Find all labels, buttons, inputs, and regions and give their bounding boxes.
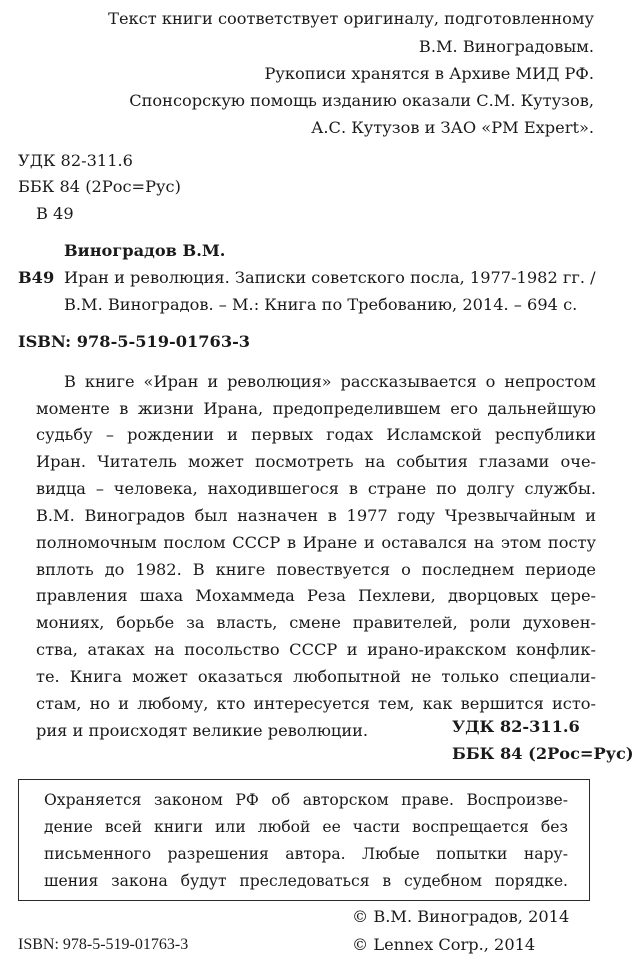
abstract-line: те. Книга может оказаться любопытной не только специали- <box>36 667 596 686</box>
abstract-line: мониях, борьбе за власть, смене правителей, роли духовен- <box>36 613 596 632</box>
copyright-notice-line: письменного разрешения автора. Любые попытки нару- <box>44 845 568 863</box>
header-note-line: А.С. Кутузов и ЗАО «PM Expert». <box>311 118 594 137</box>
abstract-line: видца – человека, находившегося в стране по долгу службы. <box>36 479 596 498</box>
header-note-line: Текст книги соответствует оригиналу, подготовленному <box>108 9 594 28</box>
abstract-line: Иран. Читатель может посмотреть на события глазами оче- <box>36 452 596 471</box>
udk-code-right: УДК 82-311.6 <box>452 717 580 736</box>
header-note-line: Спонсорскую помощь изданию оказали С.М. Кутузов, <box>129 91 594 110</box>
abstract-line: правления шаха Мохаммеда Реза Пехлеви, дворцовых цере- <box>36 586 596 605</box>
copyright-notice-line: шения закона будут преследоваться в судебном порядке. <box>44 872 568 890</box>
bbk-code-right: ББК 84 (2Рос=Рус) <box>452 744 634 763</box>
author-mark: В 49 <box>36 204 74 223</box>
udk-code: УДК 82-311.6 <box>18 151 133 170</box>
abstract-line: судьбу – рождении и первых годах Исламской республики <box>36 425 596 444</box>
title-line: Иран и революция. Записки советского посла, 1977-1982 гг. / <box>64 268 596 287</box>
abstract-line: полномочным послом СССР в Иране и оставался на этом посту <box>36 533 596 552</box>
abstract-line: рия и происходят великие революции. <box>36 721 369 740</box>
abstract-line: вплоть до 1982. В книге повествуется о последнем периоде <box>36 560 596 579</box>
abstract-line: стам, но и любому, кто интересуется тем, как вершится исто- <box>36 694 596 713</box>
header-note-line: Рукописи хранятся в Архиве МИД РФ. <box>264 64 594 83</box>
bbk-code: ББК 84 (2Рос=Рус) <box>18 177 181 196</box>
copyright-notice-line: дение всей книги или любой ее части воспрещается без <box>44 818 568 836</box>
abstract-line: ства, атаках на посольство СССР и ирано-иракском конфлик- <box>36 640 596 659</box>
footer-isbn: ISBN: 978-5-519-01763-3 <box>18 936 189 953</box>
imprint-line: В.М. Виноградов. – М.: Книга по Требованию, 2014. – 694 с. <box>64 295 578 314</box>
header-note-line: В.М. Виноградовым. <box>418 37 594 56</box>
copyright-author: © В.М. Виноградов, 2014 <box>352 907 570 926</box>
abstract-line: В книге «Иран и революция» рассказывается о непростом <box>64 372 596 391</box>
author-name: Виноградов В.М. <box>64 241 226 260</box>
copyright-notice-line: Охраняется законом РФ об авторском праве. Воспроизве- <box>44 791 568 809</box>
abstract-line: В.М. Виноградов был назначен в 1977 году Чрезвычайным и <box>36 506 596 525</box>
author-mark-bold: В49 <box>18 268 55 287</box>
copyright-publisher: © Lennex Corp., 2014 <box>352 935 536 954</box>
isbn-heading: ISBN: 978-5-519-01763-3 <box>18 332 251 351</box>
abstract-line: моменте в жизни Ирана, предопределившем его дальнейшую <box>36 399 596 418</box>
